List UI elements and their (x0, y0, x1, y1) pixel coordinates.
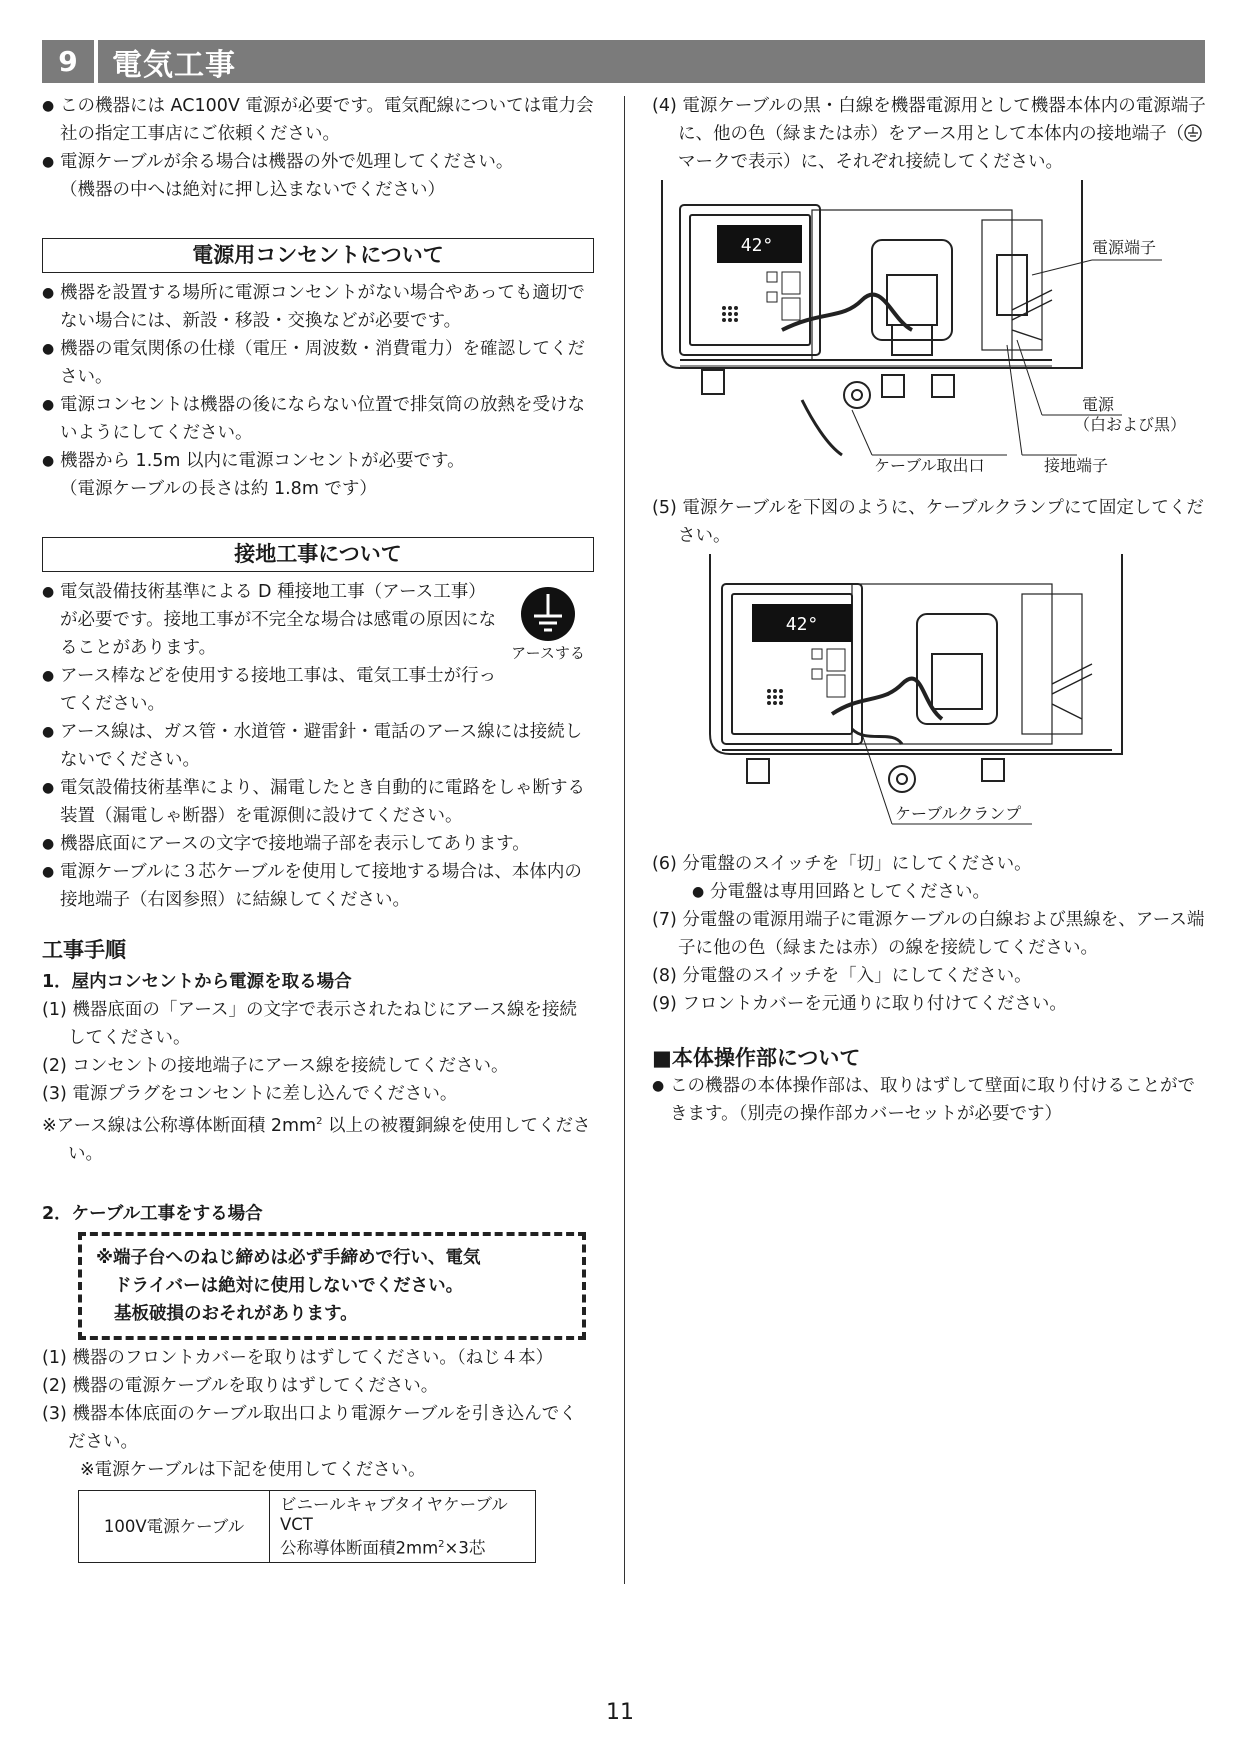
fig1-power-terminal-label: 電源端子 (1092, 238, 1157, 257)
fig1-power-label: 電源 (1082, 395, 1115, 414)
warning-box (78, 1232, 586, 1340)
step-7: (7) 分電盤の電源用端子に電源ケーブルの白線および黒線を、アース端子に他の色（緑または赤）の線を接続してください。 (652, 910, 1205, 958)
procedure-heading: 工事手順 (42, 938, 126, 962)
wiring-figure-1 (652, 180, 1207, 480)
outlet-note: （電源ケーブルの長さは約 1.8m です） (60, 479, 377, 499)
intro-note: （機器の中へは絶対に押し込まないでください） (60, 180, 445, 200)
step-8: (8) 分電盤のスイッチを「入」にしてください。 (652, 966, 1032, 986)
warning-line-2: 基板破損のおそれがあります。 (114, 1303, 358, 1324)
ground-item-5: ● 電源ケーブルに３芯ケーブルを使用して接地する場合は、本体内の接地端子（右図参照）に結線してください。 (42, 858, 594, 914)
case1-step-3: (3) 電源プラグをコンセントに差し込んでください。 (42, 1084, 458, 1104)
cable-spec-detail: ビニールキャブタイヤケーブル VCT 公称導体断面積$2mm^2\times 3$芯 (270, 1490, 536, 1563)
case2-heading: 2．ケーブル工事をする場合 (42, 1203, 263, 1224)
fig1-ground-terminal-label: 接地端子 (1044, 456, 1109, 475)
section-number: 9 (42, 40, 98, 83)
warning-line-1: ドライバーは絶対に使用しないでください。 (114, 1275, 464, 1296)
cable-note: ※電源ケーブルは下記を使用してください。 (80, 1459, 426, 1480)
fig1-power-sub-label: （白および黒） (1074, 415, 1187, 434)
column-divider (624, 96, 625, 1584)
outlet-item-1: ● 機器の電気関係の仕様（電圧・周波数・消費電力）を確認してください。 (42, 335, 594, 391)
case2-step-1: (1) 機器のフロントカバーを取りはずしてください。（ねじ４本） (42, 1347, 554, 1368)
case1-heading: 1．屋内コンセントから電源を取る場合 (42, 972, 352, 992)
step-9: (9) フロントカバーを元通りに取り付けてください。 (652, 994, 1067, 1014)
page-number: 11 (606, 1700, 634, 1725)
case2-step-2: (2) 機器の電源ケーブルを取りはずしてください。 (42, 1375, 439, 1396)
warning-line-0: ※端子台へのねじ締めは必ず手締めで行い、電気 (96, 1247, 481, 1268)
fig1-display-readout: 42° (740, 235, 774, 256)
ground-item-2: ● アース線は、ガス管・水道管・避雷針・電話のアース線には接続しないでください。 (42, 718, 594, 774)
fig2-cable-clamp-label: ケーブルクランプ (895, 804, 1022, 823)
outlet-item-2: ● 電源コンセントは機器の後にならない位置で排気筒の放熱を受けないようにしてください。 (42, 391, 594, 447)
panel-heading: ■本体操作部について (652, 1046, 861, 1070)
section-title: 電気工事 (112, 47, 236, 83)
fig2-display-readout: 42° (785, 614, 819, 635)
intro-item-1: ● 電源ケーブルが余る場合は機器の外で処理してください。 (42, 148, 594, 176)
ground-section-title: 接地工事について (42, 537, 594, 572)
step-6-note: ● 分電盤は専用回路としてください。 (692, 878, 1207, 906)
panel-item: ● この機器の本体操作部は、取りはずして壁面に取り付けることができます。（別売の操作部カバーセットが必要です） (652, 1072, 1207, 1128)
outlet-section-title: 電源用コンセントについて (42, 238, 594, 273)
step-4: (4) 電源ケーブルの黒・白線を機器電源用として機器本体内の電源端子に、他の色（緑または赤）をアース用として本体内の接地端子（マークで表示）に、それぞれ接続してください。 (652, 96, 1206, 172)
ground-item-1: ● アース棒などを使用する接地工事は、電気工事士が行ってください。 (42, 662, 502, 718)
earth-icon (520, 586, 576, 642)
unit-interior-illustration-1 (652, 180, 1207, 480)
right-column (652, 92, 1207, 1128)
fig1-cable-outlet-label: ケーブル取出口 (874, 456, 985, 475)
case1-note: ※アース線は公称導体断面積 $2mm^2$ 以上の被覆銅線を使用してください。 (42, 1115, 591, 1164)
outlet-item-3: ● 機器から 1.5m 以内に電源コンセントが必要です。 (42, 447, 594, 475)
cable-spec-table (78, 1490, 536, 1564)
earth-symbol (502, 578, 594, 718)
earth-label: アースする (511, 644, 585, 662)
case1-step-2: (2) コンセントの接地端子にアース線を接続してください。 (42, 1056, 509, 1076)
wiring-figure-2 (652, 554, 1207, 844)
step-5: (5) 電源ケーブルを下図のように、ケーブルクランプにて固定してください。 (652, 498, 1204, 546)
section-header (42, 40, 1205, 83)
ground-item-4: ● 機器底面にアースの文字で接地端子部を表示してあります。 (42, 830, 594, 858)
step-6: (6) 分電盤のスイッチを「切」にしてください。 (652, 854, 1032, 874)
case2-step-3: (3) 機器本体底面のケーブル取出口より電源ケーブルを引き込んでください。 (42, 1403, 577, 1452)
cable-spec-name: 100V電源ケーブル (79, 1490, 270, 1563)
ground-item-3: ● 電気設備技術基準により、漏電したとき自動的に電路をしゃ断する装置（漏電しゃ断器）を電源側に設けてください。 (42, 774, 594, 830)
left-column (42, 92, 594, 1563)
intro-item-0: ● この機器には AC100V 電源が必要です。電気配線については電力会社の指定工事店にご依頼ください。 (42, 92, 594, 148)
ground-item-0: ● 電気設備技術基準による D 種接地工事（アース工事）が必要です。接地工事が不完全な場合は感電の原因になることがあります。 (42, 578, 502, 662)
outlet-item-0: ● 機器を設置する場所に電源コンセントがない場合やあっても適切でない場合には、新設・移設・交換などが必要です。 (42, 279, 594, 335)
case1-step-1: (1) 機器底面の「アース」の文字で表示されたねじにアース線を接続してください。 (42, 1000, 578, 1048)
ground-mark-icon (1184, 124, 1202, 142)
unit-interior-illustration-2 (652, 554, 1207, 844)
